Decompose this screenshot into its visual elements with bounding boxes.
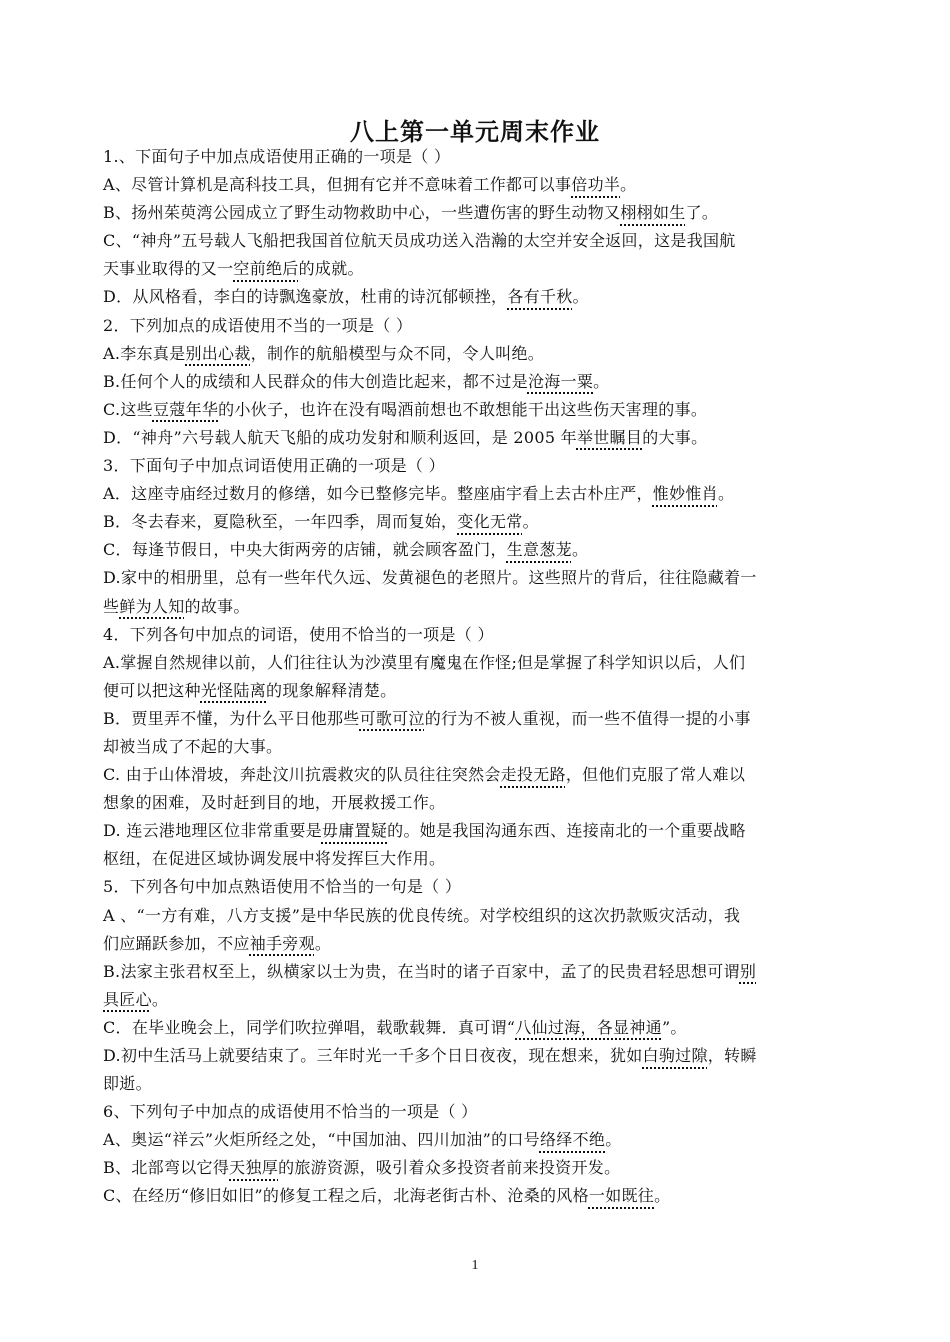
line-text: C、在经历“修旧如旧”的修复工程之后，北海老街古朴、沧桑的风格 xyxy=(103,1186,589,1206)
text-line xyxy=(103,480,851,508)
line-text: 的成就。 xyxy=(298,259,364,279)
dotted-idiom: 天独厚 xyxy=(229,1158,279,1178)
line-text: D.家中的相册里，总有一些年代久远、发黄褪色的老照片。这些照片的背后，往往隐藏着一 xyxy=(103,568,757,588)
line-text: B.法家主张君权至上，纵横家以士为贵，在当时的诸子百家中，孟了的民贵君轻思想可谓 xyxy=(103,961,740,981)
line-text: 。 xyxy=(605,1130,622,1150)
text-line xyxy=(103,312,851,340)
text-line xyxy=(103,340,851,368)
text-line xyxy=(103,424,851,452)
dotted-idiom: 一如既往 xyxy=(588,1186,655,1206)
dotted-idiom: 鲜为人知 xyxy=(119,596,185,616)
text-line xyxy=(103,368,851,396)
dotted-idiom: 八仙过海，各显神通 xyxy=(515,1017,662,1037)
text-line xyxy=(103,199,851,227)
line-text: 1.、下面句子中加点成语使用正确的一项是（ ） xyxy=(103,147,451,166)
line-text: 。 xyxy=(654,1186,671,1206)
text-line xyxy=(103,902,851,930)
text-line xyxy=(103,1098,851,1126)
line-text: ，但他们克服了常人难以 xyxy=(565,765,746,785)
dotted-idiom: 白驹过隙 xyxy=(642,1046,708,1065)
dotted-idiom: 生意葱茏 xyxy=(506,540,572,560)
dotted-idiom: 别 xyxy=(739,961,757,981)
line-text: C、“神舟”五号载人飞船把我国首位航天员成功送入浩瀚的太空并安全返回，这是我国航 xyxy=(103,231,736,251)
line-text: 些 xyxy=(103,596,120,616)
line-text: 。 xyxy=(151,989,169,1009)
text-line xyxy=(103,1126,851,1154)
line-text: ，制作的航船模型与众不同，令人叫绝。 xyxy=(250,343,545,363)
line-text: B．贾里弄不懂，为什么平日他那些 xyxy=(103,708,360,728)
line-text: 便可以把这种 xyxy=(103,680,201,700)
text-line xyxy=(103,733,851,761)
dotted-idiom: 各有千秋 xyxy=(507,287,573,307)
line-text: B．冬去春来，夏隐秋至，一年四季，周而复始， xyxy=(103,512,458,532)
text-line xyxy=(103,958,851,986)
text-line xyxy=(103,227,851,255)
dotted-idiom: 举世瞩目 xyxy=(576,427,643,447)
line-text: 。 xyxy=(314,933,332,953)
dotted-idiom: 变化无常 xyxy=(457,512,523,532)
text-line xyxy=(103,396,851,424)
dotted-idiom: 豆蔻年华 xyxy=(152,399,219,419)
line-text: 。 xyxy=(593,371,610,391)
text-line xyxy=(103,593,851,621)
text-line xyxy=(103,283,851,311)
dotted-idiom: 走投无路 xyxy=(500,765,566,785)
line-text: 3．下面句子中加点词语使用正确的一项是（ ） xyxy=(103,456,445,476)
line-text: 枢纽，在促进区域协调发展中将发挥巨大作用。 xyxy=(103,849,446,869)
dotted-idiom: 惟妙惟肖 xyxy=(652,484,718,504)
text-line xyxy=(103,171,851,199)
line-text: A、奥运“祥云”火炬所经之处，“中国加油、四川加油”的口号 xyxy=(103,1130,540,1150)
line-text: ，转瞬 xyxy=(707,1046,757,1065)
text-line xyxy=(103,817,851,845)
text-line xyxy=(103,705,851,733)
line-text: A.掌握自然规律以前，人们往往认为沙漠里有魔鬼在作怪;但是掌握了科学知识以后，人们 xyxy=(103,652,746,672)
line-text: 。 xyxy=(572,287,589,307)
line-text: 2．下列加点的成语使用不当的一项是（ ） xyxy=(103,315,413,335)
line-text: 。 xyxy=(571,540,589,560)
text-line xyxy=(103,873,851,901)
line-text: 的故事。 xyxy=(184,596,250,616)
line-text: D. 连云港地理区位非常重要是 xyxy=(103,821,322,841)
text-line xyxy=(103,677,851,705)
line-text: D.初中生活马上就要结束了。三年时光一千多个日日夜夜，现在想来，犹如 xyxy=(103,1046,643,1065)
line-text: 了。 xyxy=(685,203,719,223)
dotted-idiom: 可歌可泣 xyxy=(359,708,425,728)
text-line xyxy=(103,536,851,564)
text-line xyxy=(103,452,851,480)
dotted-idiom: 袖手旁观 xyxy=(249,933,315,953)
text-line xyxy=(103,143,851,171)
line-text: ”。 xyxy=(661,1017,687,1037)
text-line xyxy=(103,1070,851,1098)
text-line xyxy=(103,649,851,677)
text-line xyxy=(103,621,851,649)
text-line xyxy=(103,930,851,958)
line-text: 的旅游资源，吸引着众多投资者前来投资开发。 xyxy=(278,1158,621,1178)
line-text: 天事业取得的又一 xyxy=(103,259,234,279)
line-text: 们应踊跃参加，不应 xyxy=(103,933,250,953)
line-text: 即逝。 xyxy=(103,1074,152,1094)
line-text: B.任何个人的成绩和人民群众的伟大创造比起来，都不过是 xyxy=(103,371,528,391)
line-text: 。 xyxy=(620,175,637,195)
text-line xyxy=(103,761,851,789)
line-text: A.李东真是 xyxy=(103,343,186,363)
line-text: C．每逢节假日，中央大街两旁的店铺，就会顾客盈门， xyxy=(103,540,507,560)
dotted-idiom: 空前绝后 xyxy=(233,259,299,279)
dotted-idiom: 沧海一粟 xyxy=(527,371,594,391)
question-list xyxy=(103,143,851,1211)
line-text: B、扬州茱萸湾公园成立了野生动物救助中心，一些遭伤害的野生动物又 xyxy=(103,203,621,223)
dotted-idiom: 别出心裁 xyxy=(185,343,251,363)
line-text: 的小伙子，也许在没有喝酒前想也不敢想能干出这些伤天害理的事。 xyxy=(218,399,708,419)
line-text: D．从风格看，李白的诗飘逸豪放，杜甫的诗沉郁顿挫， xyxy=(103,287,508,307)
line-text: D．“神舟”六号载人航天飞船的成功发射和顺利返回，是 2005 年 xyxy=(103,427,577,447)
text-line xyxy=(103,1014,851,1042)
dotted-idiom: 络绎不绝 xyxy=(539,1130,606,1150)
text-line xyxy=(103,1042,851,1070)
line-text: C. 由于山体滑坡，奔赴汶川抗震救灾的队员往往突然会 xyxy=(103,765,501,785)
line-text: 。 xyxy=(717,484,735,504)
line-text: 5．下列各句中加点熟语使用不恰当的一句是（ ） xyxy=(103,877,462,897)
text-line xyxy=(103,564,851,592)
line-text: 的大事。 xyxy=(642,427,708,447)
line-text: 想象的困难，及时赶到目的地，开展救援工作。 xyxy=(103,793,446,813)
line-text: A、尽管计算机是高科技工具，但拥有它并不意味着工作都可以事 xyxy=(103,175,572,195)
text-line xyxy=(103,789,851,817)
page-number: 1 xyxy=(471,1258,479,1273)
text-line xyxy=(103,845,851,873)
line-text: C．在毕业晚会上，同学们吹拉弹唱，载歌载舞．真可谓“ xyxy=(103,1017,516,1037)
dotted-idiom: 光怪陆离 xyxy=(200,680,267,700)
line-text: C.这些 xyxy=(103,399,153,419)
line-text: 的。她是我国沟通东西、连接南北的一个重要战略 xyxy=(387,821,746,841)
line-text: 4．下列各句中加点的词语，使用不恰当的一项是（ ） xyxy=(103,624,494,644)
document-title: 八上第一单元周末作业 xyxy=(350,118,600,146)
dotted-idiom: 倍功半 xyxy=(571,175,621,195)
line-text: A 、“一方有难，八方支援”是中华民族的优良传统。对学校组织的这次扔款贩灾活动，我 xyxy=(103,905,741,925)
dotted-idiom: 栩栩如生 xyxy=(620,203,686,223)
dotted-idiom: 毋庸置疑 xyxy=(321,821,388,841)
text-line xyxy=(103,508,851,536)
text-line xyxy=(103,1182,851,1210)
text-line xyxy=(103,255,851,283)
dotted-idiom: 具匠心 xyxy=(103,989,152,1009)
text-line xyxy=(103,986,851,1014)
line-text: 6、下列句子中加点的成语使用不恰当的一项是（ ） xyxy=(103,1102,478,1122)
line-text: 的行为不被人重视，而一些不值得一提的小事 xyxy=(424,708,751,728)
line-text: 。 xyxy=(522,512,539,532)
line-text: B、北部弯以它得 xyxy=(103,1158,230,1178)
line-text: A．这座寺庙经过数月的修缮，如今已整修完毕。整座庙宇看上去古朴庄严， xyxy=(103,484,653,504)
text-line xyxy=(103,1154,851,1182)
line-text: 的现象解释清楚。 xyxy=(266,680,397,700)
line-text: 却被当成了不起的大事。 xyxy=(103,736,283,756)
